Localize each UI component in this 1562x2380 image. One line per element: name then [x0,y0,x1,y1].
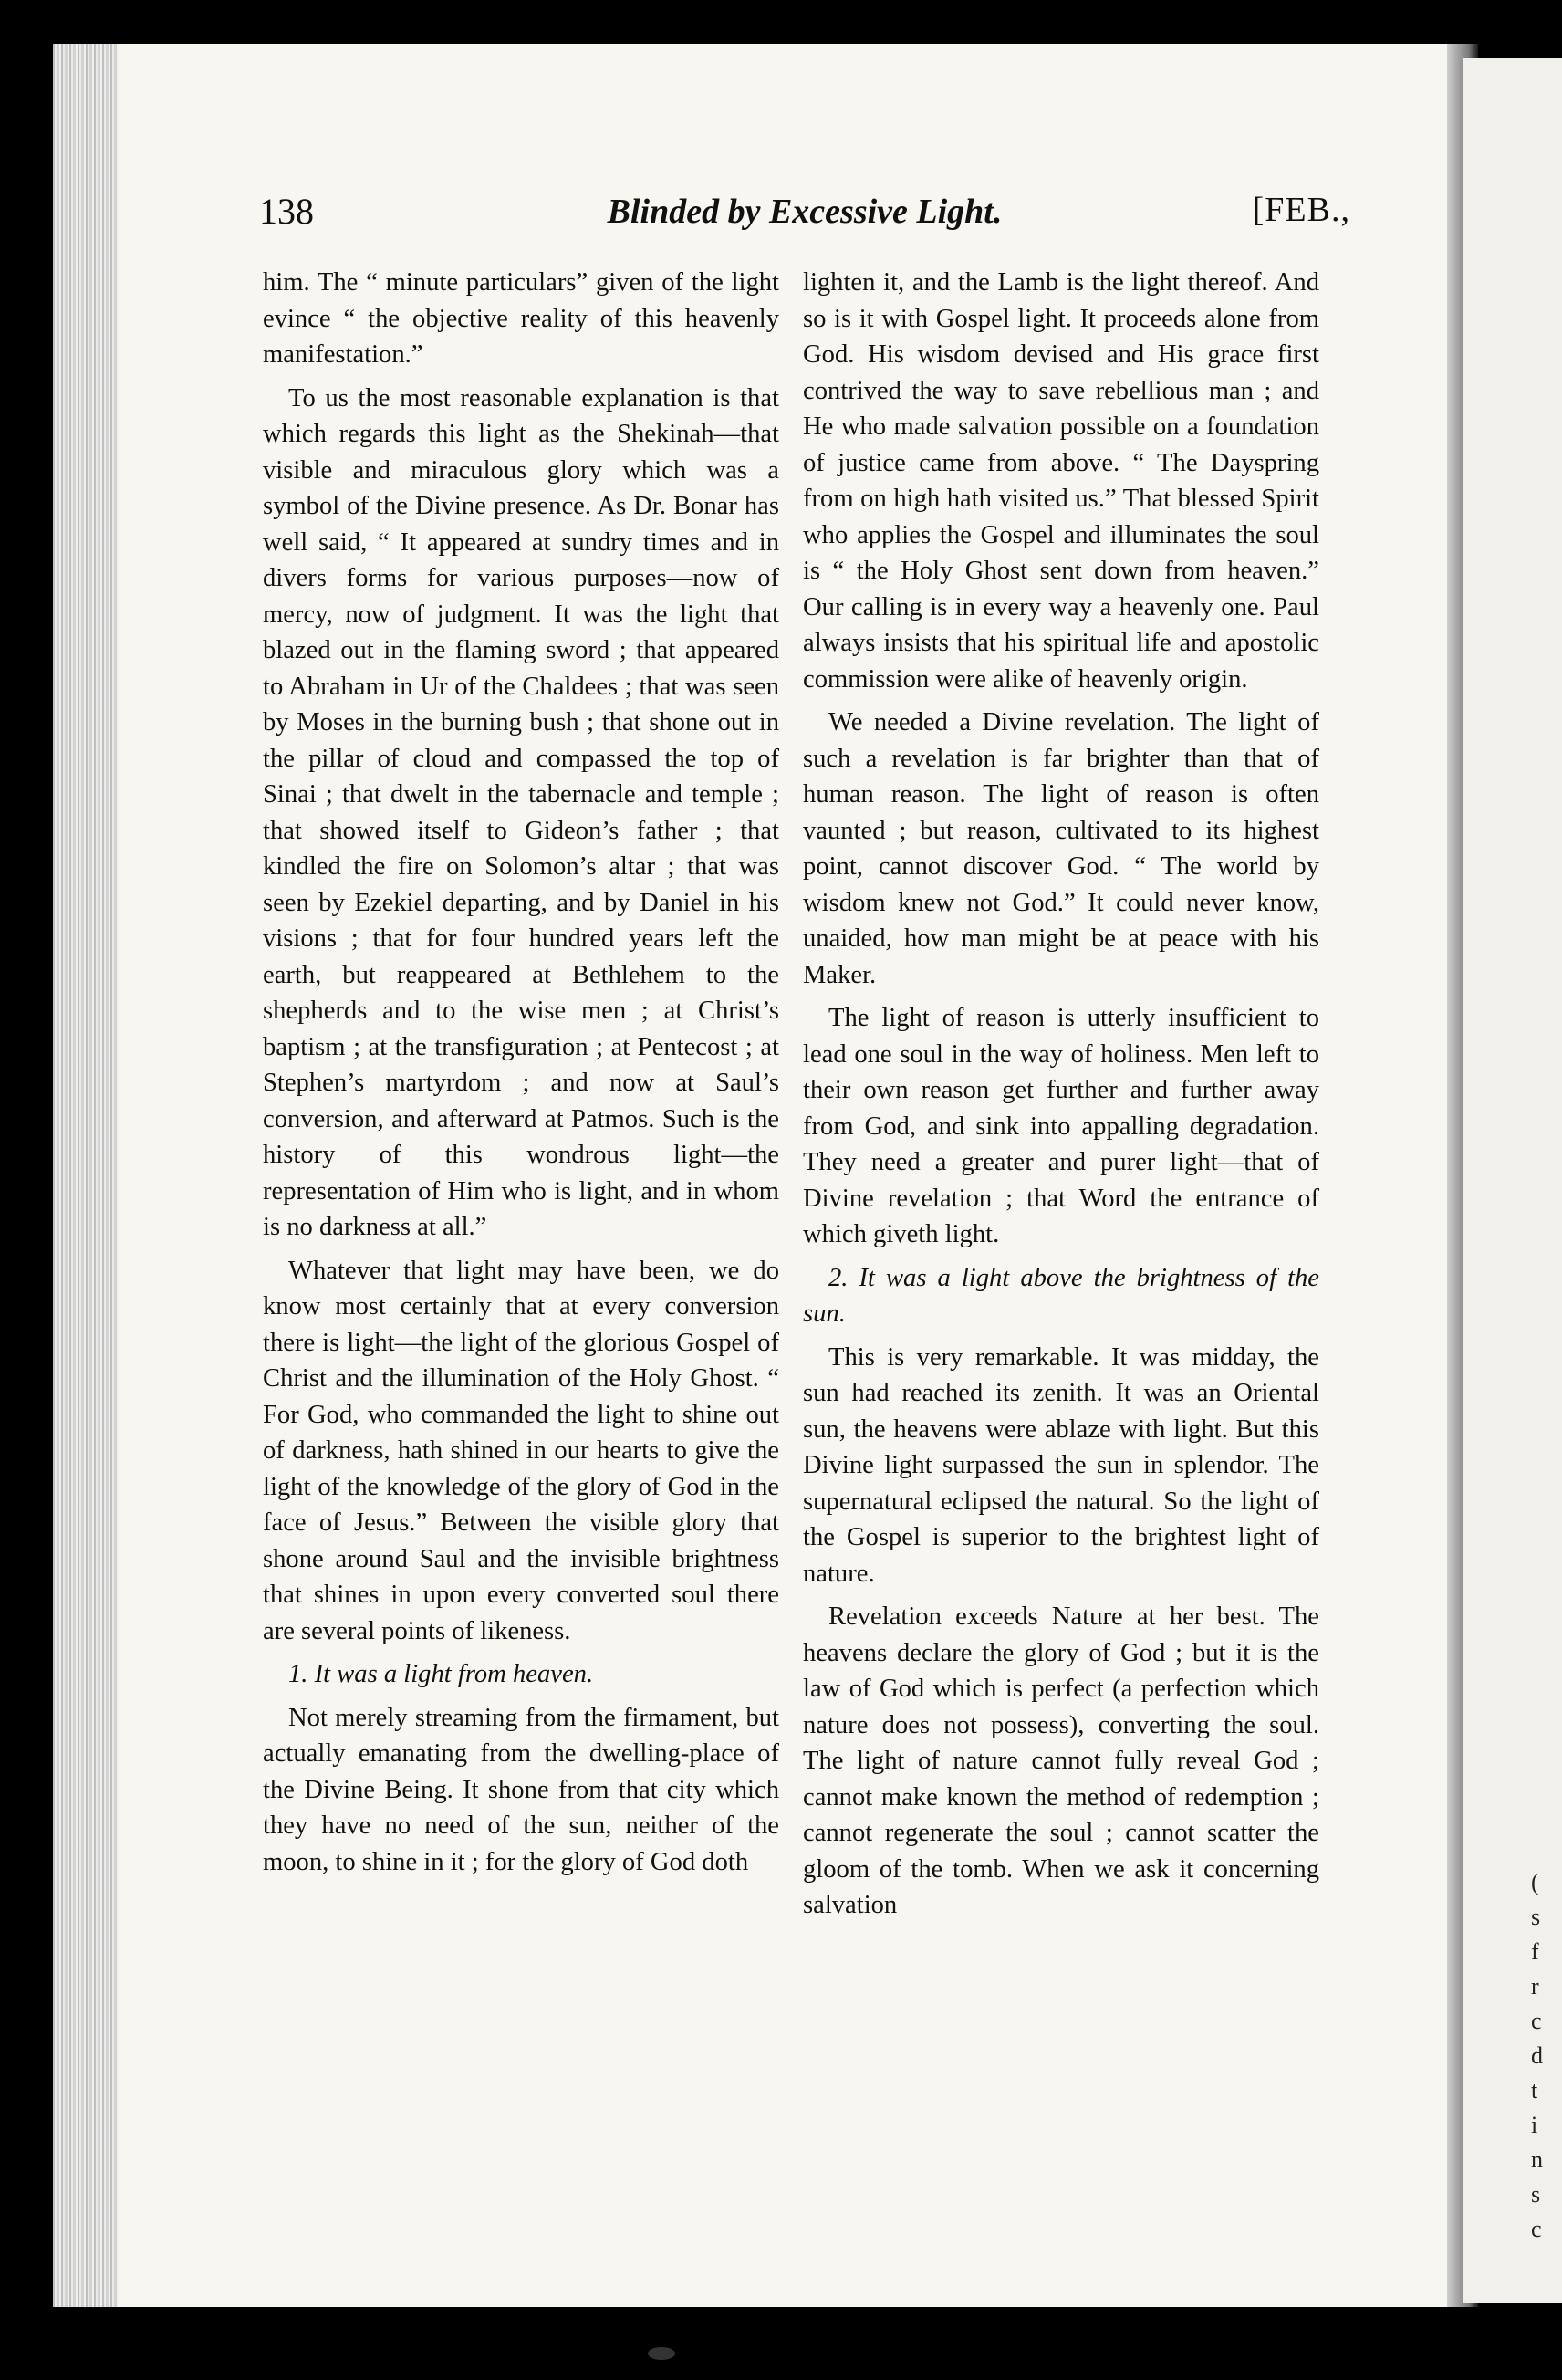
paragraph: This is very remarkable. It was midday, the sun had reached its zenith. It was an Oriental sun, the heavens were ablaze with light. But this Divine light surpassed the sun in splendor. The supernatural eclipsed the natural. So the light of the Gospel is superior to the brightest light of nature. [803,1342,1319,1588]
facing-page-fragment: r [1531,1973,1539,1999]
right-text-column [803,265,1319,1924]
paragraph: lighten it, and the Lamb is the light thereof. And so is it with Gospel light. It proceeds alone from God. His wisdom devised and His grace first contrived the way to save rebellious man ; and He who made salvation possible on a foundation of justice came from above. “ The Dayspring from on high hath visited us.” That blessed Spirit who applies the Gospel and illuminates the soul is “ the Holy Ghost sent down from heaven.” Our calling is in every way a heavenly one. Paul always insists that his spiritual life and apostolic commission were alike of heavenly origin. [803,268,1319,694]
facing-page-fragment: s [1531,2181,1541,2208]
section-heading: 2. It was a light above the brightness of the sun. [803,1263,1319,1328]
paragraph: Revelation exceeds Nature at her best. The heavens declare the glory of God ; but it is the law of God which is perfect (a perfection which nature does not possess), converting the soul. The light of nature cannot fully reveal God ; cannot make known the method of redemption ; cannot regenerate the soul ; cannot scatter the gloom of the tomb. When we ask it concerning salvation [803,1602,1319,1919]
facing-page-fragment: f [1531,1938,1539,1965]
facing-page-fragment: d [1531,2042,1543,2069]
facing-page-fragment: t [1531,2077,1538,2103]
paragraph: We needed a Divine revelation. The light of such a revelation is far brighter than that of human reason. The light of reason is often vaunted ; but reason, cultivated to its highest point, cannot discover God. “ The world by wisdom knew not God.” It could never know, unaided, how man might be at peace with his Maker. [803,708,1319,989]
facing-page [1463,58,1562,2303]
facing-page-fragment: c [1531,2216,1542,2242]
facing-page-fragment: n [1531,2146,1543,2173]
scan-smudge [648,2347,675,2360]
paragraph: Not merely streaming from the firmament, but actually emanating from the dwelling-place of the Divine Being. It shone from that city which they have no need of the sun, neither of the moon, to shine in it ; for the glory of God doth [263,1703,779,1876]
facing-page-fragment: s [1531,1904,1541,1930]
running-title: Blinded by Excessive Light. [607,193,1003,231]
facing-page-fragment: i [1531,2112,1538,2138]
paragraph: him. The “ minute particulars” given of the light evince “ the objective reality of this heavenly manifestation.” [263,268,779,369]
paragraph: Whatever that light may have been, we do know most certainly that at every conversion there is light—the light of the glorious Gospel of Christ and the illumination of the Holy Ghost. “ For God, who commanded the light to shine out of darkness, hath shined in our hearts to give the light of the knowledge of the glory of God in the face of Jesus.” Between the visible glory that shone around Saul and the invisible brightness that shines in upon every converted soul there are several points of likeness. [263,1256,779,1645]
section-heading: 1. It was a light from heaven. [288,1660,594,1688]
facing-page-fragment: c [1531,2008,1542,2034]
page-number: 138 [259,191,314,232]
page-edge-stack [53,44,119,2307]
left-text-column [263,265,779,1880]
running-date: [FEB., [1252,191,1350,229]
paragraph: To us the most reasonable explanation is that which regards this light as the Shekinah—that visible and miraculous glory which was a symbol of the Divine presence. As Dr. Bonar has well said, “ It appeared at sundry times and in divers forms for various purposes—now of mercy, now of judgment. It was the light that blazed out in the flaming sword ; that appeared to Abraham in Ur of the Chaldees ; that was seen by Moses in the burning bush ; that shone out in the pillar of cloud and compassed the top of Sinai ; that dwelt in the tabernacle and temple ; that showed itself to Gideon’s father ; that kindled the fire on Solomon’s altar ; that was seen by Ezekiel departing, and by Daniel in his visions ; that for four hundred years left the earth, but reappeared at Bethlehem to the shepherds and to the wise men ; at Christ’s baptism ; at the transfiguration ; at Pentecost ; at Stephen’s martyrdom ; and now at Saul’s conversion, and afterward at Patmos. Such is the history of this wondrous light—the representation of Him who is light, and in whom is no darkness at all.” [263,383,779,1241]
facing-page-fragment: ( [1531,1869,1539,1895]
page-header [259,190,1350,245]
paragraph: The light of reason is utterly insufficient to lead one soul in the way of holiness. Men left to their own reason get further and further away from God, and sink into appalling degradation. They need a greater and purer light—that of Divine revelation ; that Word the entrance of which giveth light. [803,1004,1319,1248]
